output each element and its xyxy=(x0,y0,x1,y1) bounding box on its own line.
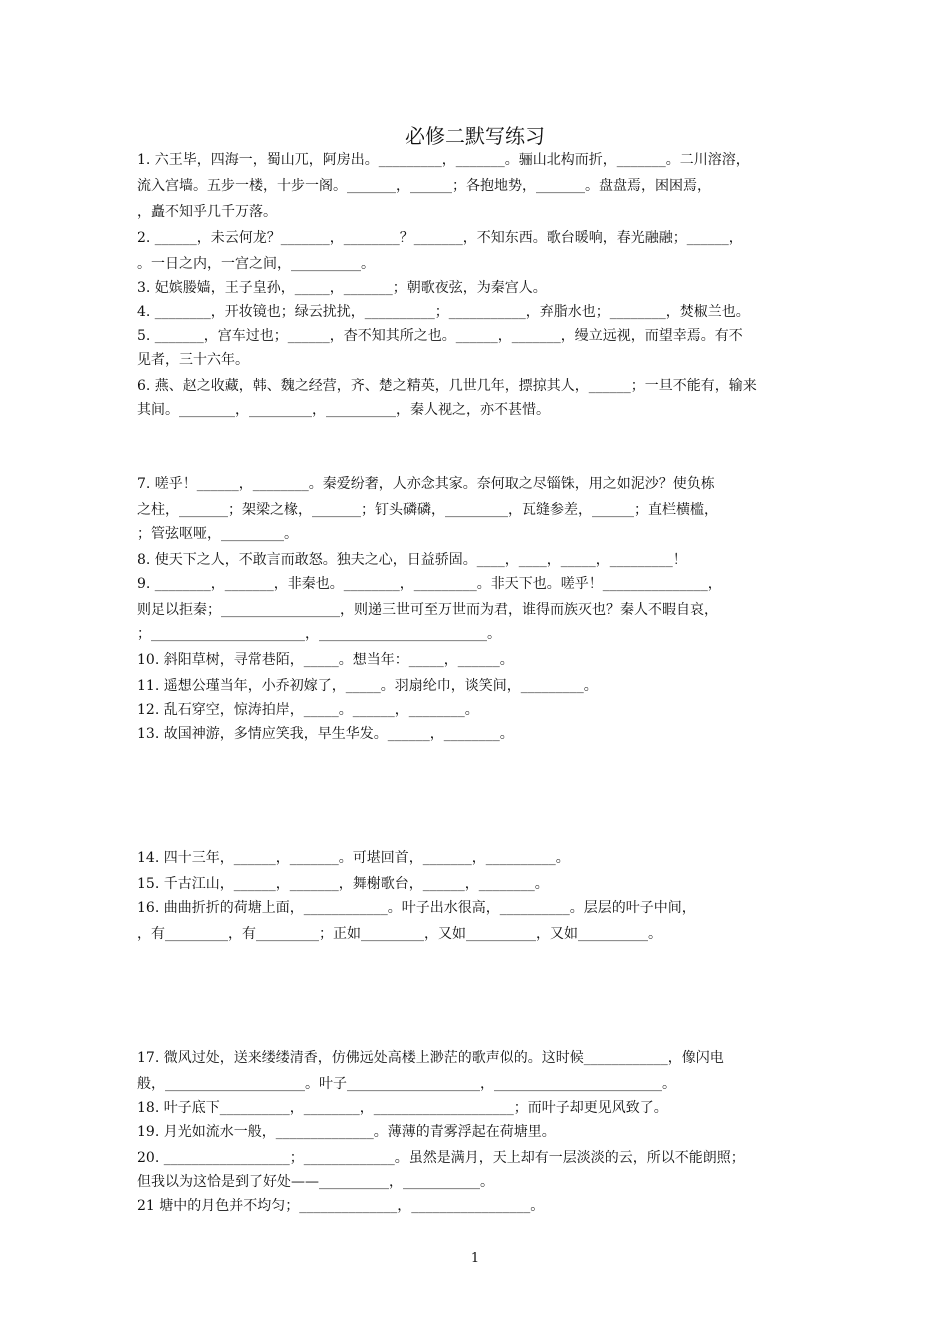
exercise-line: 10. 斜阳草树，寻常巷陌，_____。想当年：_____，______。 xyxy=(137,652,514,668)
exercise-line: 6. 燕、赵之收藏，韩、魏之经营，齐、楚之精英，几世几年，摽掠其人，______；一旦不能有，输来 xyxy=(137,378,757,394)
exercise-line: 般，____________________。叶子___________________，________________________。 xyxy=(137,1076,676,1092)
exercise-line: ；管弦呕哑，_________。 xyxy=(137,526,298,542)
exercise-line: 14. 四十三年，______，_______。可堪回首，_______，__________。 xyxy=(137,850,570,866)
exercise-line: 。一日之内，一宫之间，__________。 xyxy=(137,256,375,272)
exercise-line: 13. 故国神游，多情应笑我，早生华发。______，________。 xyxy=(137,726,514,742)
exercise-line: 18. 叶子底下__________，________，____________________；而叶子却更见风致了。 xyxy=(137,1100,668,1116)
exercise-line: 2. ______，未云何龙？_______，________？_______，不知东西。歌台暖响，春光融融；______， xyxy=(137,230,743,246)
exercise-line: 12. 乱石穿空，惊涛拍岸，_____。______，________。 xyxy=(137,702,479,718)
exercise-line: 15. 千古江山，______，_______，舞榭歌台，______，________。 xyxy=(137,876,549,892)
exercise-line: 之柱，_______；架梁之椽，_______；钉头磷磷，_________，瓦缝参差，______；直栏横槛， xyxy=(137,502,718,518)
page-number: 1 xyxy=(470,1251,480,1266)
exercise-line: ，矗不知乎几千万落。 xyxy=(137,204,277,220)
exercise-line: ，有_________，有_________；正如_________，又如__________，又如__________。 xyxy=(137,926,662,942)
exercise-line: 其间。________，_________，__________，秦人视之，亦不甚惜。 xyxy=(137,402,550,418)
exercise-line: 3. 妃嫔媵嫱，王子皇孙，_____，_______；朝歌夜弦，为秦宫人。 xyxy=(137,280,547,296)
exercise-line: 1. 六王毕，四海一，蜀山兀，阿房出。_________，_______。骊山北构而折，_______。二川溶溶， xyxy=(137,152,750,168)
exercise-line: 但我以为这恰是到了好处——__________，___________。 xyxy=(137,1174,494,1190)
exercise-line: 11. 遥想公瑾当年，小乔初嫁了，_____。羽扇纶巾，谈笑间，_________。 xyxy=(137,678,598,694)
exercise-line: 16. 曲曲折折的荷塘上面，____________。叶子出水很高，__________。层层的叶子中间， xyxy=(137,900,696,916)
exercise-line: 4. ________，开妆镜也；绿云扰扰，__________；___________，弃脂水也；________，焚椒兰也。 xyxy=(137,304,750,320)
exercise-line: 则足以拒秦；_________________，则递三世可至万世而为君，谁得而族灭也？秦人不暇自哀， xyxy=(137,602,718,618)
exercise-line: 19. 月光如流水一般，______________。薄薄的青雾浮起在荷塘里。 xyxy=(137,1124,556,1140)
exercise-line: 流入宫墙。五步一楼，十步一阁。_______，______；各抱地势，_______。盘盘焉，困困焉， xyxy=(137,178,711,194)
exercise-line: 见者，三十六年。 xyxy=(137,352,249,368)
exercise-line: 9. ________，_______，非秦也。________，_________。非天下也。嗟乎！_______________， xyxy=(137,576,722,592)
exercise-line: 5. _______，宫车过也；______，杳不知其所之也。______，_______，缦立远视，而望幸焉。有不 xyxy=(137,328,743,344)
exercise-line: 7. 嗟乎！______，________。秦爱纷奢，人亦念其家。奈何取之尽锱铢，用之如泥沙？使负栋 xyxy=(137,476,715,492)
exercise-line: 17. 微风过处，送来缕缕清香，仿佛远处高楼上渺茫的歌声似的。这时候____________，像闪电 xyxy=(137,1050,724,1066)
exercise-line: ；______________________，________________________。 xyxy=(137,626,501,642)
exercise-line: 21 塘中的月色并不均匀；______________，_________________。 xyxy=(137,1198,545,1214)
exercise-line: 8. 使天下之人，不敢言而敢怒。独夫之心，日益骄固。____，____，_____，_________！ xyxy=(137,552,687,568)
exercise-line: 20. __________________；_____________。虽然是满月，天上却有一层淡淡的云，所以不能朗照； xyxy=(137,1150,745,1166)
page-title: 必修二默写练习 xyxy=(405,124,545,148)
